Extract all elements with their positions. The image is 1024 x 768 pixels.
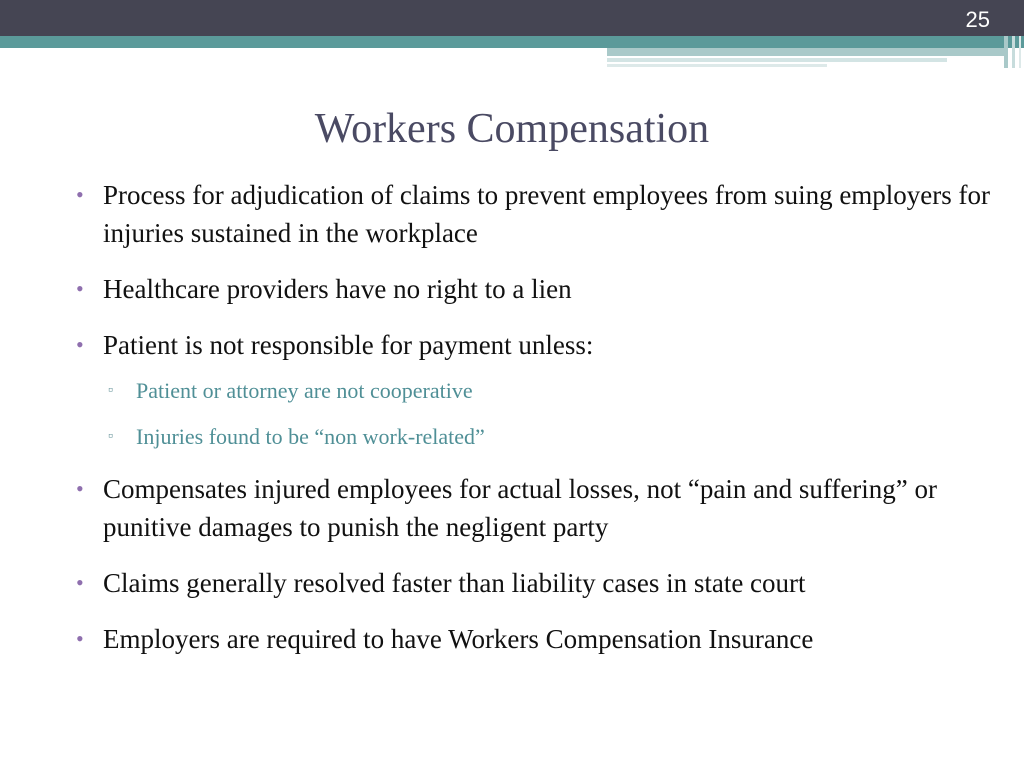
bullet-dot-icon: • <box>76 626 84 651</box>
bullet-dot-icon: • <box>76 182 84 207</box>
bullet-item <box>72 564 992 602</box>
slide-number: 25 <box>965 7 990 32</box>
square-outline-icon: ▫ <box>108 429 113 444</box>
accent-band <box>0 36 1024 48</box>
slide-title: Workers Compensation <box>314 106 710 152</box>
accent-stripe <box>607 48 1007 56</box>
bullet-dot-icon: • <box>76 476 84 501</box>
sub-bullet-item <box>108 422 992 452</box>
square-outline-icon: ▫ <box>108 383 113 398</box>
accent-vertical-stripe <box>1012 36 1015 68</box>
bullet-dot-icon: • <box>76 570 84 595</box>
header-band <box>0 0 1024 36</box>
accent-vertical-stripe <box>1004 36 1008 68</box>
bullet-text: Employers are required to have Workers Compensation Insurance <box>103 624 814 654</box>
bullet-item <box>72 270 992 308</box>
bullet-item <box>72 326 992 364</box>
accent-stripe <box>607 64 827 67</box>
bullet-text: Process for adjudication of claims to prevent employees from suing employers for injuries sustained in the workplace <box>103 180 991 248</box>
bullet-item <box>72 470 992 546</box>
bullet-dot-icon: • <box>76 276 84 301</box>
sub-bullet-item <box>108 376 992 406</box>
bullet-item <box>72 176 992 252</box>
bullet-dot-icon: • <box>76 332 84 357</box>
bullet-text: Patient is not responsible for payment unless: <box>103 330 594 360</box>
sub-bullet-text: Injuries found to be “non work-related” <box>136 424 485 449</box>
accent-stripe <box>607 58 947 62</box>
bullet-item <box>72 620 992 658</box>
accent-vertical-stripe <box>1019 36 1021 68</box>
bullet-text: Healthcare providers have no right to a lien <box>103 274 572 304</box>
bullet-text: Claims generally resolved faster than liability cases in state court <box>103 568 806 598</box>
bullet-text: Compensates injured employees for actual losses, not “pain and suffering” or punitive damages to punish the negligent party <box>103 474 938 542</box>
sub-bullet-text: Patient or attorney are not cooperative <box>136 378 473 403</box>
bullet-list <box>72 176 992 676</box>
